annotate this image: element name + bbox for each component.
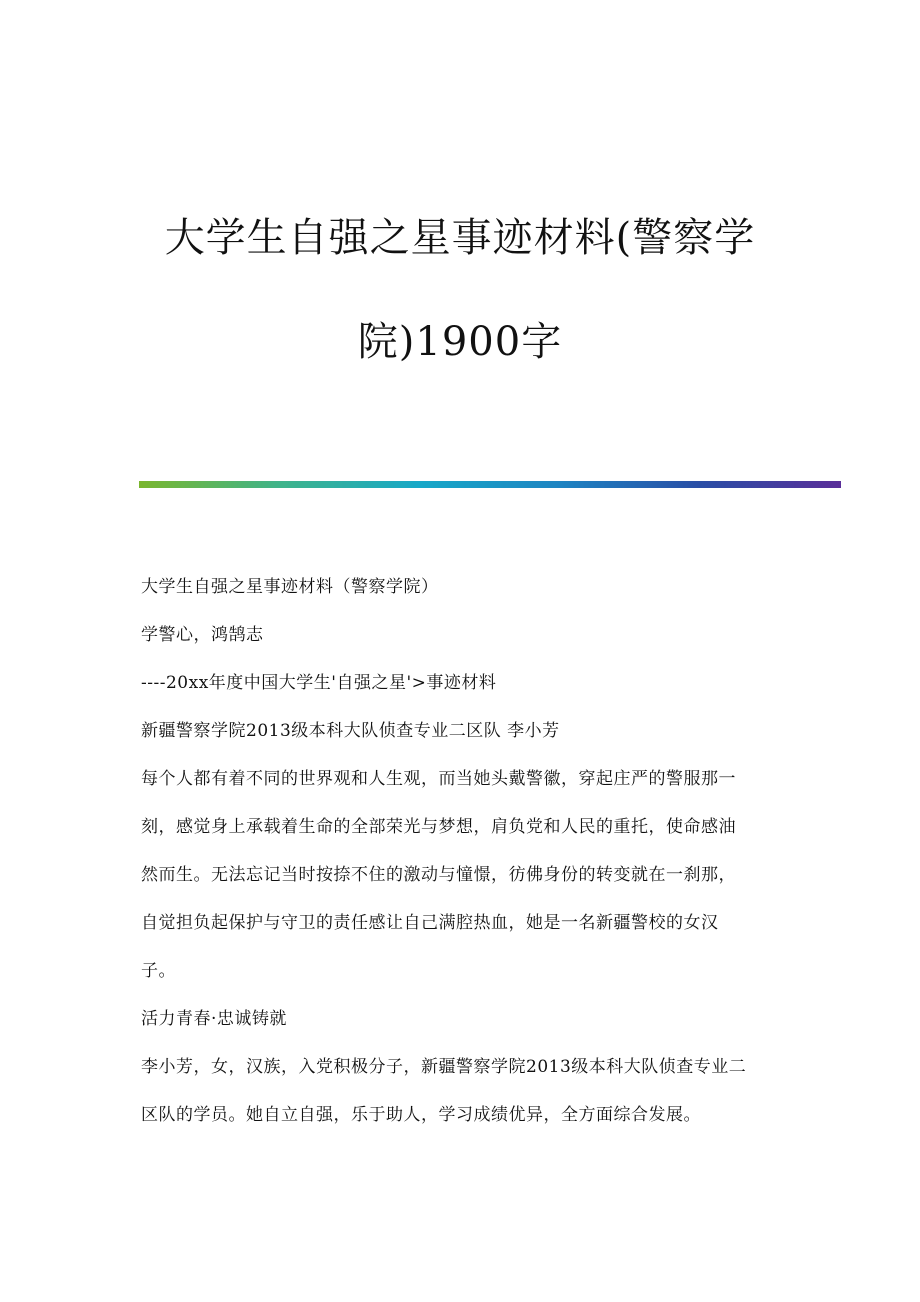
body-line-7: 然而生。无法忘记当时按捺不住的激动与憧憬，彷佛身份的转变就在一刹那，	[141, 865, 736, 885]
body-line-12: 区队的学员。她自立自强，乐于助人，学习成绩优异，全方面综合发展。	[141, 1105, 701, 1125]
gradient-divider	[139, 481, 841, 488]
title-line-1: 大学生自强之星事迹材料(警察学	[164, 215, 756, 261]
body-line-11: 李小芳，女，汉族，入党积极分子，新疆警察学院2013级本科大队侦查专业二	[141, 1057, 747, 1077]
title-line-2: 院)1900字	[357, 319, 563, 365]
body-line-4: 新疆警察学院2013级本科大队侦查专业二区队 李小芳	[141, 721, 560, 741]
body-line-1: 大学生自强之星事迹材料（警察学院）	[141, 577, 439, 597]
body-line-3: ----20xx年度中国大学生'自强之星'>事迹材料	[141, 673, 497, 693]
body-line-10: 活力青春·忠诚铸就	[141, 1009, 287, 1029]
body-line-2: 学警心，鸿鹄志	[141, 625, 264, 645]
document-body	[141, 563, 786, 1139]
document-title	[0, 186, 920, 394]
body-line-8: 自觉担负起保护与守卫的责任感让自己满腔热血，她是一名新疆警校的女汉	[141, 913, 719, 933]
body-line-6: 刻，感觉身上承载着生命的全部荣光与梦想，肩负党和人民的重托，使命感油	[141, 817, 736, 837]
body-line-5: 每个人都有着不同的世界观和人生观，而当她头戴警徽，穿起庄严的警服那一	[141, 769, 736, 789]
body-line-9: 子。	[141, 961, 176, 981]
